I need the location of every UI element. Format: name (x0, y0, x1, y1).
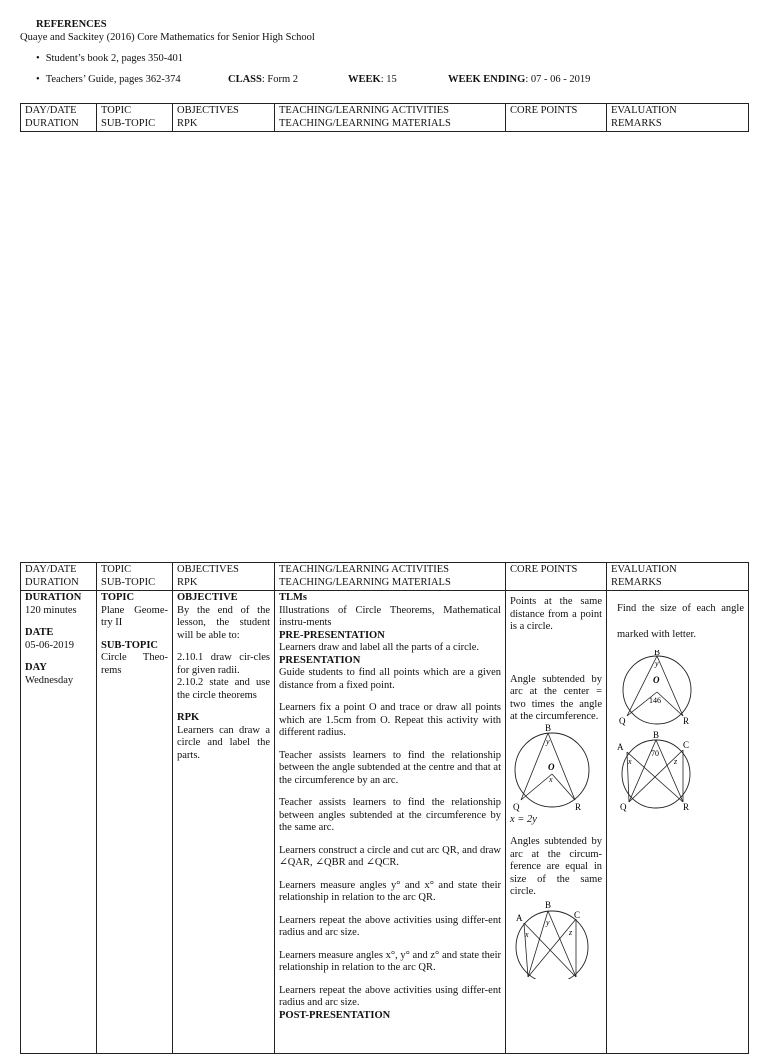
topic-cell (97, 591, 173, 1054)
objective-1: 2.10.1 draw cir-cles for given radii. (177, 652, 270, 676)
core-point-1: Points at the same distance from a point is a circle. (510, 596, 602, 632)
svg-text:C: C (683, 740, 690, 750)
objective-label: OBJECTIVE (177, 592, 238, 603)
svg-text:z: z (569, 927, 573, 937)
svg-text:x: x (628, 757, 632, 766)
evaluation-diagram-70 (613, 730, 699, 812)
reference-bullet-students-book: • Student’s book 2, pages 350-401 (36, 53, 183, 64)
svg-text:Q: Q (620, 802, 627, 812)
svg-text:146: 146 (649, 696, 661, 705)
activity-1: Guide students to find all points which are a given distance from a fixed point. (279, 667, 501, 691)
duration-value: 120 minutes (25, 604, 77, 616)
svg-text:B: B (545, 899, 552, 910)
objectives-cell (173, 591, 275, 1054)
header-evaluation: EVALUATION REMARKS (607, 563, 749, 591)
references-title: REFERENCES (36, 19, 107, 30)
tlms-label: TLMs (279, 592, 308, 603)
activity-5: Learners construct a circle and cut arc QR, and draw ∠QAR, ∠QBR and ∠QCR. (279, 844, 501, 868)
core-point-2: Angle subtended by arc at the center = two times the angle at the circumference. (510, 673, 602, 722)
svg-text:Q: Q (619, 716, 626, 726)
activities-cell (275, 591, 506, 1054)
evaluation-diagram-146 (617, 650, 697, 728)
svg-text:R: R (683, 716, 690, 726)
date-label: DATE (25, 627, 54, 638)
header-topic: TOPIC SUB-TOPIC (97, 104, 173, 132)
svg-text:y: y (546, 917, 550, 927)
svg-text:B: B (653, 730, 660, 740)
same-arc-diagram (508, 899, 600, 979)
tlms-value: Illustrations of Circle Theorems, Mathematical instru-ments (279, 604, 501, 628)
presentation-label: PRESENTATION (279, 654, 361, 666)
svg-text:A: A (516, 912, 523, 923)
lesson-table (20, 562, 749, 1054)
header-activities: TEACHING/LEARNING ACTIVITIES TEACHING/LEARNING MATERIALS (275, 563, 506, 591)
header-topic: TOPIC SUB-TOPIC (97, 563, 173, 591)
svg-text:70: 70 (651, 749, 659, 758)
header-objectives: OBJECTIVES RPK (173, 563, 275, 591)
header-evaluation: EVALUATION REMARKS (607, 104, 749, 132)
topic-value: Plane Geome-try II (101, 604, 168, 628)
centre-angle-diagram (508, 724, 600, 812)
header-table-top (20, 103, 749, 132)
header-objectives: OBJECTIVES RPK (173, 104, 275, 132)
subtopic-label: SUB-TOPIC (101, 639, 158, 651)
evaluation-cell (607, 591, 749, 1054)
reference-bullet-teachers-guide: • Teachers’ Guide, pages 362-374 (36, 74, 181, 85)
header-day-date: DAY/DATE DURATION (21, 563, 97, 591)
core-points-cell (506, 591, 607, 1054)
objective-intro: By the end of the lesson, the student will be able to: (177, 604, 270, 641)
day-value: Wednesday (25, 674, 74, 686)
core-equation: x = 2y (510, 813, 537, 825)
header-day-date: DAY/DATE DURATION (21, 104, 97, 132)
duration-label: DURATION (25, 592, 82, 603)
svg-text:y: y (655, 659, 659, 668)
activity-2: Learners fix a point O and trace or draw all points which are 1.5cm from O. Repeat this activity with different radius. (279, 702, 501, 738)
week-info: WEEK: 15 (348, 74, 397, 85)
core-point-3: Angles subtended by arc at the circum-ference are equal in size of the same circle. (510, 836, 602, 897)
svg-text:x: x (525, 929, 529, 939)
svg-text:x: x (549, 774, 553, 784)
svg-text:y: y (546, 736, 550, 746)
svg-text:B: B (545, 723, 552, 733)
svg-text:A: A (617, 742, 624, 752)
evaluation-question: Find the size of each angle marked with letter. (617, 603, 744, 640)
svg-text:O: O (548, 761, 555, 772)
prepresentation-value: Learners draw and label all the parts of a circle. (279, 642, 479, 653)
svg-text:Q: Q (513, 801, 520, 812)
objective-2: 2.10.2 state and use the circle theorems (177, 677, 270, 701)
activity-7: Learners repeat the above activities using differ-ent radius and arc size. (279, 914, 501, 938)
postpresentation-label: POST-PRESENTATION (279, 1009, 391, 1021)
activity-9: Learners repeat the above activities using differ-ent radius and arc size. (279, 984, 501, 1008)
svg-text:R: R (683, 802, 690, 812)
references-book: Quaye and Sackitey (2016) Core Mathematics for Senior High School (20, 32, 315, 43)
prepresentation-label: PRE-PRESENTATION (279, 629, 385, 641)
activity-3: Teacher assists learners to find the relationship between the angle subtended at the centre and that at the circumference by an arc. (279, 749, 501, 786)
subtopic-value: Circle Theo-rems (101, 652, 168, 676)
week-ending-info: WEEK ENDING: 07 - 06 - 2019 (448, 74, 591, 85)
activity-6: Learners measure angles y° and x° and state their relationship in relation to the arc QR. (279, 879, 501, 903)
rpk-label: RPK (177, 712, 200, 723)
rpk-value: Learners can draw a circle and label the parts. (177, 724, 270, 761)
svg-text:C: C (574, 909, 581, 920)
svg-text:O: O (653, 675, 660, 685)
topic-label: TOPIC (101, 592, 135, 603)
day-label: DAY (25, 662, 47, 673)
header-core-points: CORE POINTS (506, 563, 607, 591)
day-date-cell (21, 591, 97, 1054)
header-activities: TEACHING/LEARNING ACTIVITIES TEACHING/LEARNING MATERIALS (275, 104, 506, 132)
class-info: CLASS: Form 2 (228, 74, 299, 85)
date-value: 05-06-2019 (25, 639, 74, 651)
svg-text:R: R (575, 801, 582, 812)
activity-4: Teacher assists learners to find the relationship between angles subtended at the circumference by the same arc. (279, 797, 501, 833)
activity-8: Learners measure angles x°, y° and z° and state their relationship in relation to the arc QR. (279, 949, 501, 973)
svg-text:B: B (654, 650, 661, 657)
header-core-points: CORE POINTS (506, 104, 607, 132)
svg-text:z: z (674, 757, 678, 766)
